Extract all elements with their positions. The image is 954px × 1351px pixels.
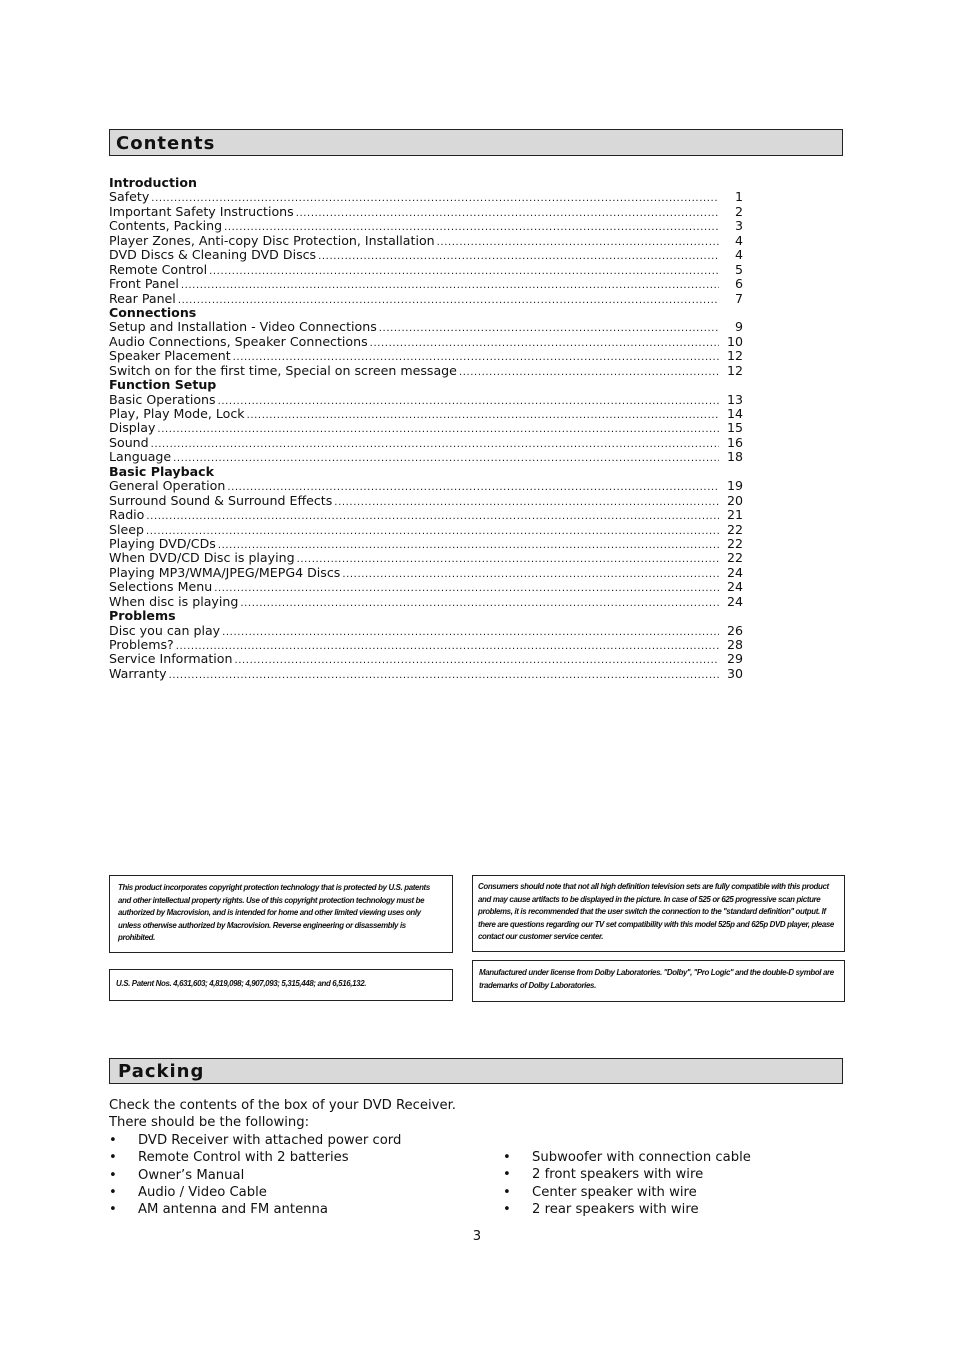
toc-dot-leader [173, 452, 719, 466]
toc-entry-title: Playing MP3/WMA/JPEG/MEPG4 Discs [109, 564, 341, 580]
packing-item-label: Owner’s Manual [138, 1167, 245, 1183]
toc-entry-title: Service Information [109, 651, 233, 667]
packing-list-left [109, 1132, 401, 1218]
toc-entry-title: When disc is playing [109, 593, 239, 609]
toc-entry [109, 364, 743, 378]
toc-dot-leader [214, 582, 719, 596]
toc-entry [109, 595, 743, 609]
toc-dot-leader [342, 568, 719, 582]
toc-section-heading: Introduction [109, 175, 197, 190]
toc-dot-leader [146, 525, 719, 539]
toc-entry-page: 18 [726, 449, 743, 465]
toc-entry-page: 14 [726, 406, 743, 421]
packing-item-label: Audio / Video Cable [138, 1184, 267, 1200]
toc-entry-page: 28 [726, 637, 743, 652]
toc-dot-leader [459, 366, 719, 380]
toc-entry-title: Remote Control [109, 261, 208, 277]
bullet-icon: • [503, 1184, 511, 1200]
toc-entry [109, 219, 743, 233]
toc-entry-page: 5 [734, 261, 743, 277]
toc-entry [109, 320, 743, 334]
toc-entry [109, 407, 743, 421]
bullet-icon: • [503, 1167, 511, 1183]
toc-entry [109, 450, 743, 464]
toc-entry-title: General Operation [109, 478, 226, 494]
toc-entry-page: 24 [726, 579, 743, 595]
toc-dot-leader [222, 626, 719, 640]
packing-item-label: DVD Receiver with attached power cord [138, 1133, 402, 1148]
toc-entry [109, 667, 743, 681]
toc-entry [109, 421, 743, 435]
toc-entry-title: Disc you can play [109, 622, 221, 638]
toc-entry-page: 10 [726, 333, 743, 349]
packing-item [109, 1201, 401, 1218]
toc-entry [109, 537, 743, 551]
toc-dot-leader [178, 294, 719, 308]
toc-entry [109, 205, 743, 219]
toc-dot-leader [296, 207, 719, 221]
toc-entry-title: Radio [109, 507, 145, 523]
toc-dot-leader [297, 553, 719, 567]
packing-item [503, 1166, 751, 1183]
packing-intro [109, 1097, 456, 1132]
hd-compatibility-notice: Consumers should note that not all high definition television sets are fully compatible with this product and may cause artifacts to be displayed in the picture. In case of 525 or 625 progressive scan picture problems, it is recommended that the user switch the connection to the ''standard definition'' output. If there are questions regarding our TV set compatibility with this model 525p and 625p DVD player, please contact our customer service center. [472, 875, 845, 952]
toc-section-heading: Problems [109, 608, 176, 624]
packing-item [503, 1184, 751, 1201]
toc-entry-page: 13 [726, 391, 743, 407]
toc-entry-title: Warranty [109, 665, 167, 681]
toc-entry-title: Display [109, 420, 156, 436]
toc-entry-page: 2 [734, 203, 743, 219]
toc-entry-page: 30 [726, 665, 743, 681]
packing-item [109, 1132, 401, 1149]
toc-entry-title: When DVD/CD Disc is playing [109, 550, 295, 566]
toc-entry [109, 190, 743, 204]
toc-entry-title: Surround Sound & Surround Effects [109, 492, 333, 508]
bullet-icon: • [109, 1133, 117, 1148]
toc-dot-leader [437, 236, 719, 250]
toc-section-heading: Connections [109, 304, 197, 320]
packing-item [503, 1201, 751, 1218]
toc-dot-leader [240, 597, 719, 611]
patent-notice: U.S. Patent Nos. 4,631,603; 4,819,098; 4,907,093; 5,315,448; and 6,516,132. [109, 969, 453, 1001]
toc-entry-page: 26 [726, 622, 743, 638]
contents-title: Contents [116, 133, 216, 154]
table-of-contents [109, 176, 743, 681]
toc-dot-leader [181, 279, 719, 293]
toc-dot-leader [370, 337, 719, 351]
toc-entry [109, 436, 743, 450]
toc-entry-title: Language [109, 449, 172, 465]
toc-entry-title: Basic Operations [109, 391, 216, 407]
toc-entry [109, 479, 743, 493]
bullet-icon: • [109, 1167, 117, 1183]
toc-entry [109, 349, 743, 363]
packing-item-label: Center speaker with wire [532, 1184, 697, 1200]
toc-entry [109, 624, 743, 638]
toc-entry-title: Selections Menu [109, 579, 213, 595]
toc-entry-page: 22 [726, 535, 743, 551]
toc-entry-page: 24 [726, 593, 743, 609]
toc-entry [109, 263, 743, 277]
toc-entry [109, 335, 743, 349]
toc-entry-title: Important Safety Instructions [109, 203, 294, 219]
toc-entry-page: 6 [734, 276, 743, 292]
toc-entry-title: Speaker Placement [109, 348, 231, 364]
packing-section-header [109, 1058, 843, 1084]
toc-dot-leader [234, 654, 719, 668]
toc-entry-title: Play, Play Mode, Lock [109, 406, 245, 421]
toc-section-heading: Function Setup [109, 377, 217, 393]
toc-entry-page: 9 [734, 319, 743, 335]
contents-section-header [109, 129, 843, 156]
toc-entry [109, 277, 743, 291]
packing-title: Packing [118, 1061, 205, 1082]
toc-entry-title: Player Zones, Anti-copy Disc Protection, Installation [109, 232, 435, 248]
toc-entry-title: Sound [109, 434, 149, 450]
toc-entry-page: 21 [726, 507, 743, 523]
toc-entry [109, 292, 743, 306]
toc-dot-leader [379, 322, 719, 336]
toc-entry-page: 7 [734, 290, 743, 306]
toc-entry [109, 508, 743, 522]
dolby-notice: Manufactured under license from Dolby Laboratories. ''Dolby'', ''Pro Logic'' and the double-D symbol are trademarks of Dolby Laboratories. [472, 960, 845, 1002]
toc-dot-leader [169, 669, 719, 683]
bullet-icon: • [503, 1201, 511, 1217]
toc-entry-page: 24 [726, 564, 743, 580]
bullet-icon: • [109, 1202, 117, 1218]
toc-entry-title: Contents, Packing [109, 218, 223, 234]
toc-entry [109, 551, 743, 565]
bullet-icon: • [503, 1150, 511, 1165]
packing-item [503, 1149, 751, 1166]
toc-dot-leader [209, 265, 719, 279]
page-number: 3 [472, 1229, 482, 1244]
toc-dot-leader [146, 510, 719, 524]
toc-entry-page: 15 [726, 420, 743, 436]
toc-entry [109, 638, 743, 652]
packing-list-right [503, 1149, 751, 1218]
toc-entry [109, 393, 743, 407]
toc-entry-page: 22 [726, 521, 743, 537]
toc-entry [109, 566, 743, 580]
packing-item [109, 1149, 401, 1166]
bullet-icon: • [109, 1184, 117, 1200]
toc-entry-page: 16 [726, 434, 743, 450]
toc-entry-title: Audio Connections, Speaker Connections [109, 333, 368, 349]
toc-entry [109, 652, 743, 666]
toc-entry [109, 580, 743, 594]
packing-item-label: 2 front speakers with wire [532, 1167, 704, 1183]
toc-dot-leader [247, 409, 719, 423]
toc-dot-leader [157, 423, 719, 437]
toc-entry-page: 1 [734, 189, 743, 205]
toc-entry-title: Switch on for the first time, Special on screen message [109, 362, 457, 378]
toc-entry-page: 19 [726, 478, 743, 494]
toc-entry-title: Sleep [109, 521, 144, 537]
toc-entry-page: 12 [726, 348, 743, 364]
toc-entry [109, 523, 743, 537]
toc-dot-leader [318, 250, 719, 264]
toc-dot-leader [176, 640, 719, 654]
toc-entry-page: 12 [726, 362, 743, 378]
toc-entry-page: 4 [734, 247, 743, 263]
packing-intro-line: Check the contents of the box of your DVD Receiver. [109, 1098, 456, 1113]
toc-entry [109, 248, 743, 262]
toc-entry [109, 494, 743, 508]
toc-entry-title: Setup and Installation - Video Connections [109, 319, 377, 335]
packing-item-label: 2 rear speakers with wire [532, 1201, 699, 1217]
toc-entry-page: 3 [734, 218, 743, 234]
toc-entry [109, 234, 743, 248]
toc-entry-page: 20 [726, 492, 743, 508]
toc-entry-page: 4 [734, 232, 743, 248]
packing-item-label: Subwoofer with connection cable [532, 1150, 751, 1165]
packing-item-label: AM antenna and FM antenna [138, 1202, 328, 1218]
toc-entry-page: 22 [726, 550, 743, 566]
toc-dot-leader [334, 496, 719, 510]
toc-entry-title: DVD Discs & Cleaning DVD Discs [109, 247, 317, 263]
toc-entry-title: Safety [109, 189, 150, 205]
packing-item-label: Remote Control with 2 batteries [138, 1150, 349, 1166]
packing-item [109, 1184, 401, 1201]
packing-item [109, 1167, 401, 1184]
toc-entry-title: Rear Panel [109, 290, 176, 306]
toc-entry-title: Problems? [109, 637, 174, 652]
toc-dot-leader [151, 438, 719, 452]
macrovision-notice: This product incorporates copyright protection technology that is protected by U.S. patents and other intellectual property rights. Use of this copyright protection technology must be authorized by Macrovision, and is intended for home and other limited viewing uses only unless otherwise authorized by Macrovision. Reverse engineering or disassembly is prohibited. [109, 875, 453, 953]
packing-intro-line: There should be the following: [109, 1115, 310, 1131]
toc-entry-title: Playing DVD/CDs [109, 535, 216, 551]
toc-entry-title: Front Panel [109, 276, 179, 292]
bullet-icon: • [109, 1150, 117, 1166]
toc-section-heading: Basic Playback [109, 463, 214, 479]
toc-dot-leader [218, 395, 719, 409]
toc-entry-page: 29 [726, 651, 743, 667]
